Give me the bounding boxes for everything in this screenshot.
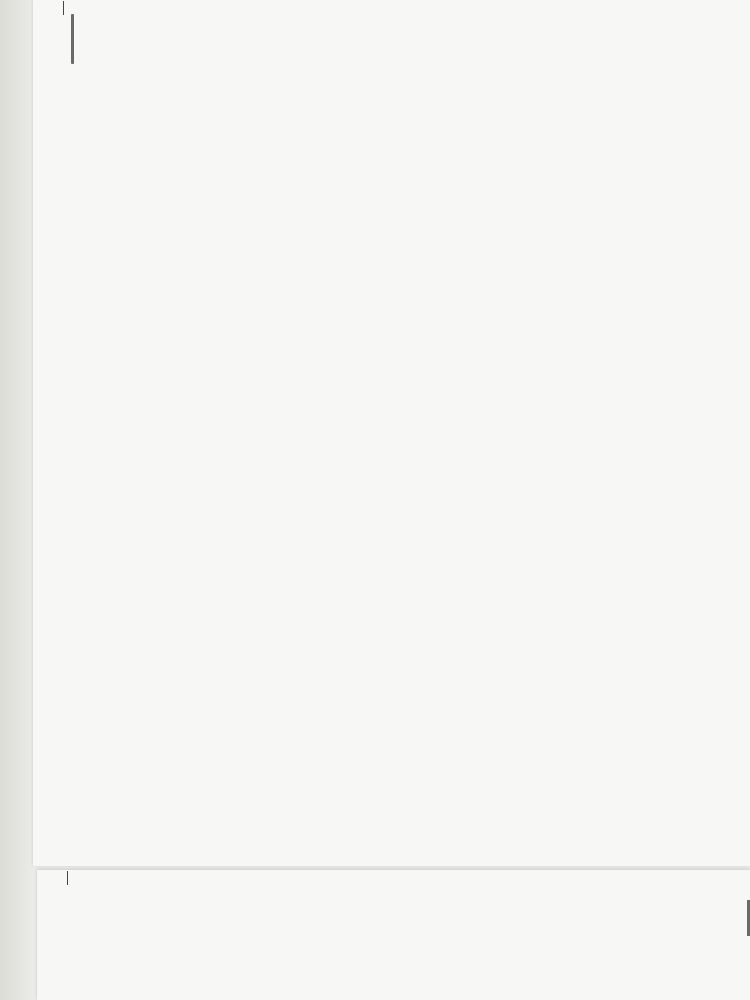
paper-fold-mark	[71, 14, 74, 64]
col-remarks	[63, 1, 67, 15]
col-remarks	[67, 871, 71, 885]
wall	[0, 0, 35, 1000]
results-sheet-2	[37, 870, 750, 1000]
results-sheet-1	[33, 0, 750, 866]
